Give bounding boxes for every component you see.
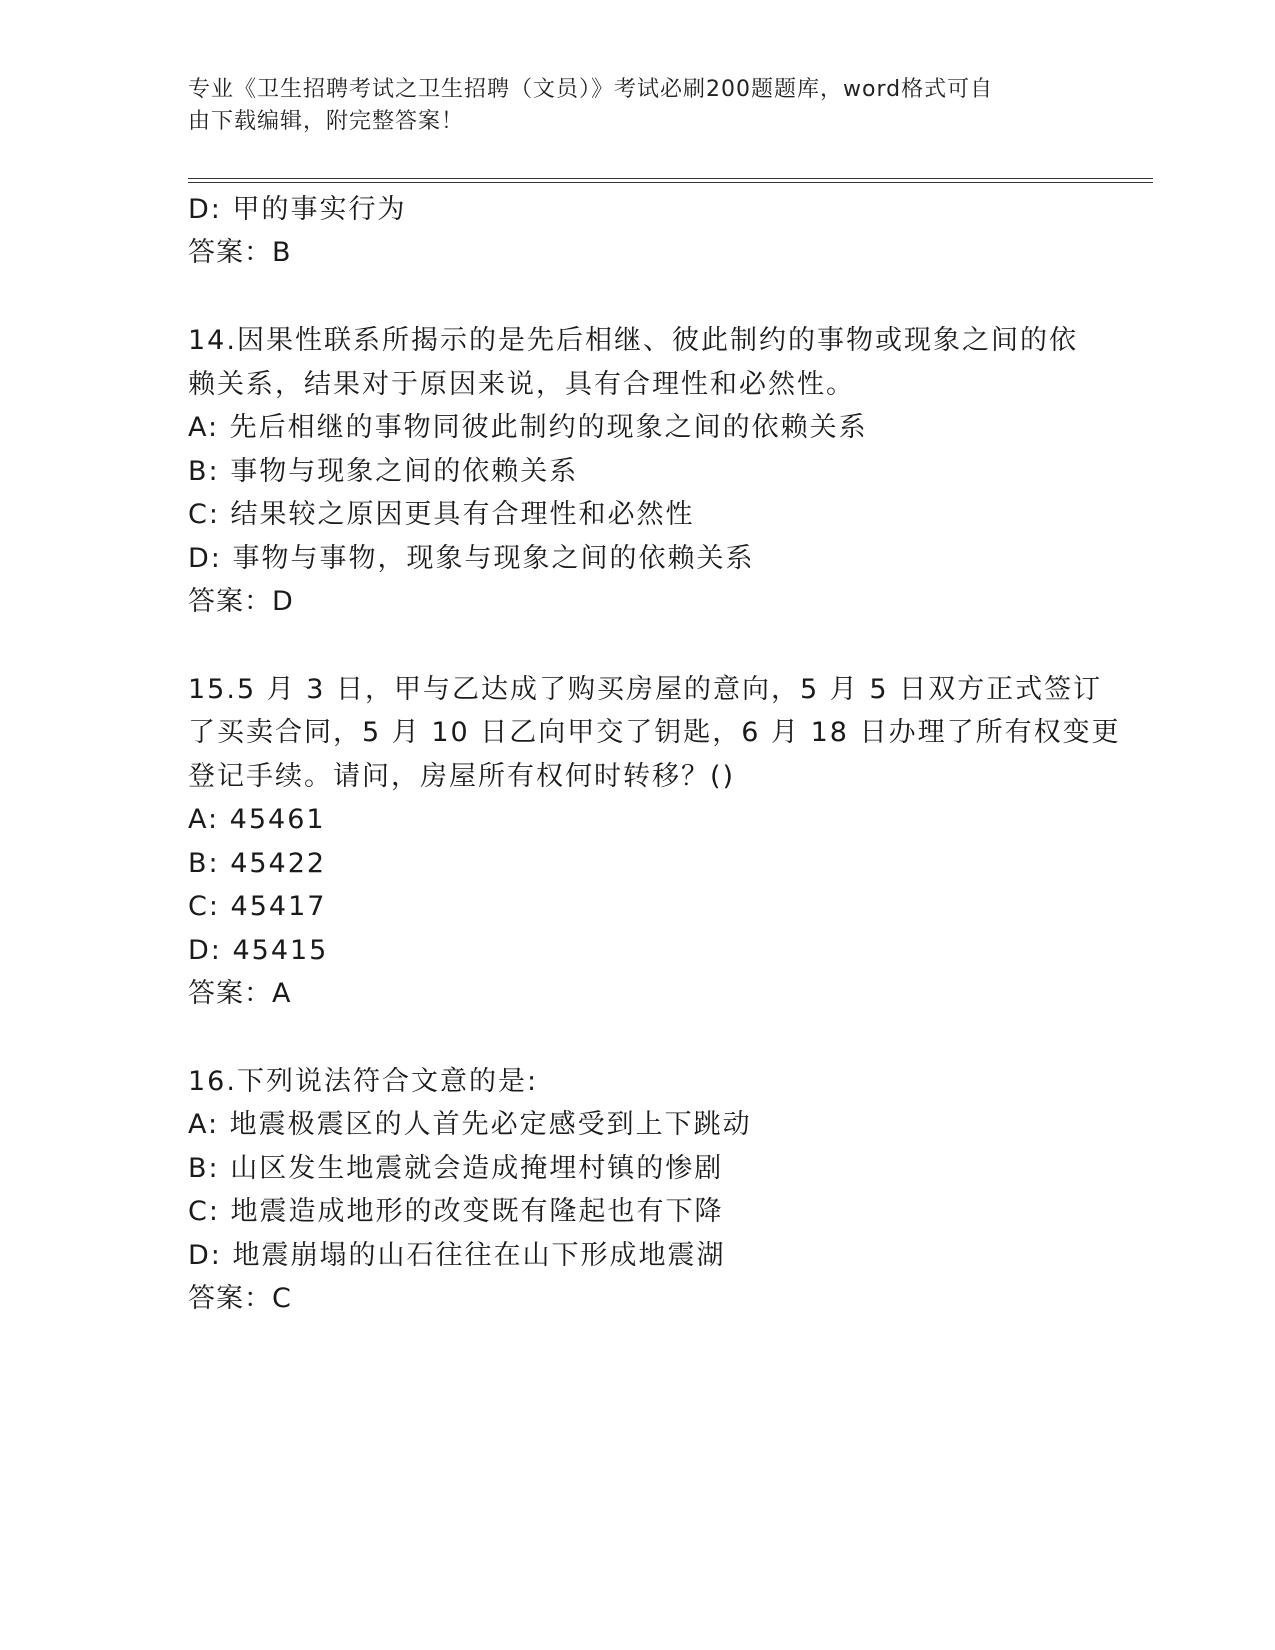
q14-stem-line-2: 赖关系，结果对于原因来说，具有合理性和必然性。 (188, 369, 855, 400)
q14-answer: 答案：D (188, 586, 294, 617)
q16-option-b: B: 山区发生地震就会造成掩埋村镇的惨剧 (188, 1153, 724, 1184)
header-divider-bottom (188, 182, 1153, 183)
q14-option-c: C: 结果较之原因更具有合理性和必然性 (188, 499, 695, 530)
header-line-2: 由下载编辑，附完整答案！ (188, 109, 465, 134)
q14-option-b: B: 事物与现象之间的依赖关系 (188, 456, 579, 487)
q14-option-d: D: 事物与事物，现象与现象之间的依赖关系 (188, 543, 755, 574)
q16-option-d: D: 地震崩塌的山石往往在山下形成地震湖 (188, 1240, 726, 1271)
q15-answer: 答案：A (188, 978, 292, 1009)
q15-stem-line-2: 了买卖合同，5 月 10 日乙向甲交了钥匙，6 月 18 日办理了所有权变更 (188, 717, 1121, 748)
q14-stem-line-1: 14.因果性联系所揭示的是先后相继、彼此制约的事物或现象之间的依 (188, 325, 1078, 356)
q16-option-c: C: 地震造成地形的改变既有隆起也有下降 (188, 1196, 724, 1227)
q15-option-a: A: 45461 (188, 804, 326, 835)
q16-answer: 答案：C (188, 1283, 292, 1314)
q16-stem-line-1: 16.下列说法符合文意的是: (188, 1066, 539, 1097)
prev-answer: 答案：B (188, 237, 292, 268)
prev-option-d: D: 甲的事实行为 (188, 194, 407, 225)
q16-option-a: A: 地震极震区的人首先必定感受到上下跳动 (188, 1109, 752, 1140)
q15-option-b: B: 45422 (188, 848, 327, 879)
q15-stem-line-1: 15.5 月 3 日，甲与乙达成了购买房屋的意向，5 月 5 日双方正式签订 (188, 674, 1103, 705)
document-header (188, 74, 1088, 138)
q15-stem-line-3: 登记手续。请问，房屋所有权何时转移？() (188, 761, 736, 792)
q15-option-d: D: 45415 (188, 935, 329, 966)
q15-option-c: C: 45417 (188, 891, 327, 922)
header-divider-top (188, 178, 1153, 179)
q14-option-a: A: 先后相继的事物同彼此制约的现象之间的依赖关系 (188, 412, 868, 443)
header-line-1: 专业《卫生招聘考试之卫生招聘（文员）》考试必刷200题题库，word格式可自 (188, 77, 994, 102)
